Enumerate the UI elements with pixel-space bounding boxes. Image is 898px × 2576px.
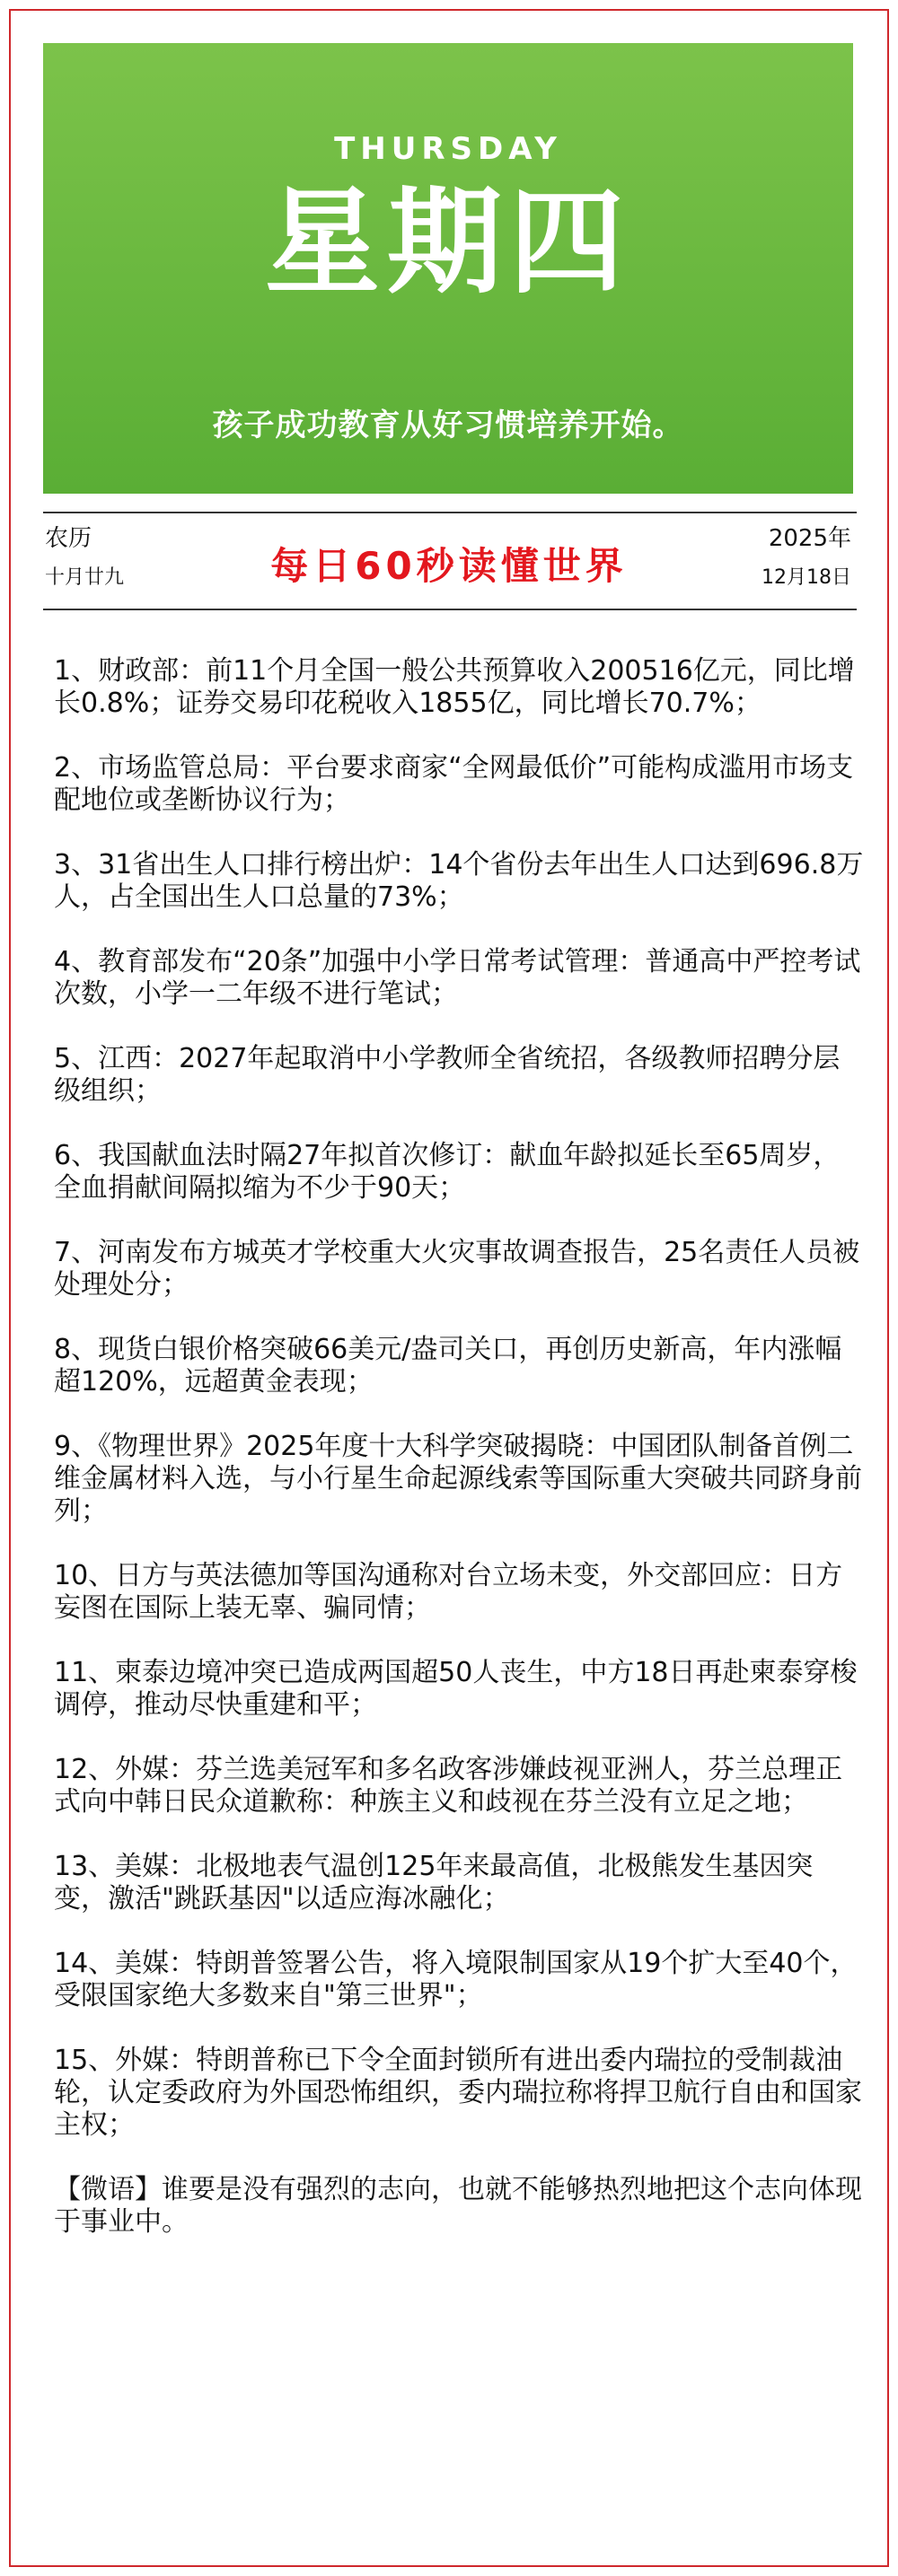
news-item: 10、日方与英法德加等国沟通称对台立场未变，外交部回应：日方妄图在国际上装无辜、骗同情； bbox=[54, 1560, 843, 1624]
weekday-chinese: 星期四 bbox=[264, 176, 631, 310]
news-list bbox=[54, 655, 867, 2271]
gregorian-date-block bbox=[762, 519, 851, 598]
weekday-english: THURSDAY bbox=[334, 131, 562, 167]
lunar-date: 十月廿九 bbox=[45, 566, 125, 589]
news-item: 1、财政部：前11个月全国一般公共预算收入200516亿元，同比增长0.8%；证券交易印花税收入1855亿，同比增长70.7%； bbox=[54, 655, 855, 719]
news-item: 12、外媒：芬兰选美冠军和多名政客涉嫌歧视亚洲人，芬兰总理正式向中韩日民众道歉称：种族主义和歧视在芬兰没有立足之地； bbox=[54, 1754, 843, 1818]
news-item: 5、江西：2027年起取消中小学教师全省统招，各级教师招聘分层级组织； bbox=[54, 1043, 841, 1107]
news-item: 8、现货白银价格突破66美元/盎司关口，再创历史新高，年内涨幅超120%，远超黄金表现； bbox=[54, 1334, 842, 1398]
news-item: 3、31省出生人口排行榜出炉：14个省份去年出生人口达到696.8万人，占全国出生人口总量的73%； bbox=[54, 849, 864, 913]
page-title: 每日60秒读懂世界 bbox=[270, 544, 628, 588]
news-item: 15、外媒：特朗普称已下令全面封锁所有进出委内瑞拉的受制裁油轮，认定委政府为外国恐怖组织，委内瑞拉称将捍卫航行自由和国家主权； bbox=[54, 2045, 862, 2141]
date-text: 12月18日 bbox=[762, 566, 851, 589]
day-banner bbox=[43, 43, 853, 494]
news-item: 6、我国献血法时隔27年拟首次修订：献血年龄拟延长至65周岁，全血捐献间隔拟缩为不少于90天； bbox=[54, 1140, 841, 1204]
news-item: 13、美媒：北极地表气温创125年来最高值，北极熊发生基因突变，激活"跳跃基因"以适应海冰融化； bbox=[54, 1851, 814, 1914]
lunar-label: 农历 bbox=[45, 525, 92, 552]
news-item: 9、《物理世界》2025年度十大科学突破揭晓：中国团队制备首例二维金属材料入选，与小行星生命起源线索等国际重大突破共同跻身前列； bbox=[54, 1431, 862, 1527]
header-divider-bottom bbox=[43, 609, 857, 610]
news-item: 4、教育部发布“20条”加强中小学日常考试管理：普通高中严控考试次数，小学一二年级不进行笔试； bbox=[54, 946, 861, 1010]
news-item: 2、市场监管总局：平台要求商家“全网最低价”可能构成滥用市场支配地位或垄断协议行为； bbox=[54, 752, 854, 816]
news-item: 11、柬泰边境冲突已造成两国超50人丧生，中方18日再赴柬泰穿梭调停，推动尽快重建和平； bbox=[54, 1657, 858, 1721]
news-item: 7、河南发布方城英才学校重大火灾事故调查报告，25名责任人员被处理处分； bbox=[54, 1237, 860, 1301]
daily-quote: 【微语】谁要是没有强烈的志向，也就不能够热烈地把这个志向体现于事业中。 bbox=[54, 2174, 862, 2238]
year-text: 2025年 bbox=[768, 525, 851, 552]
lunar-date-block bbox=[45, 519, 124, 598]
news-item: 14、美媒：特朗普签署公告，将入境限制国家从19个扩大至40个，受限国家绝大多数来自"第三世界"； bbox=[54, 1948, 858, 2011]
header-divider-top bbox=[43, 512, 857, 513]
banner-slogan: 孩子成功教育从好习惯培养开始。 bbox=[212, 407, 684, 443]
